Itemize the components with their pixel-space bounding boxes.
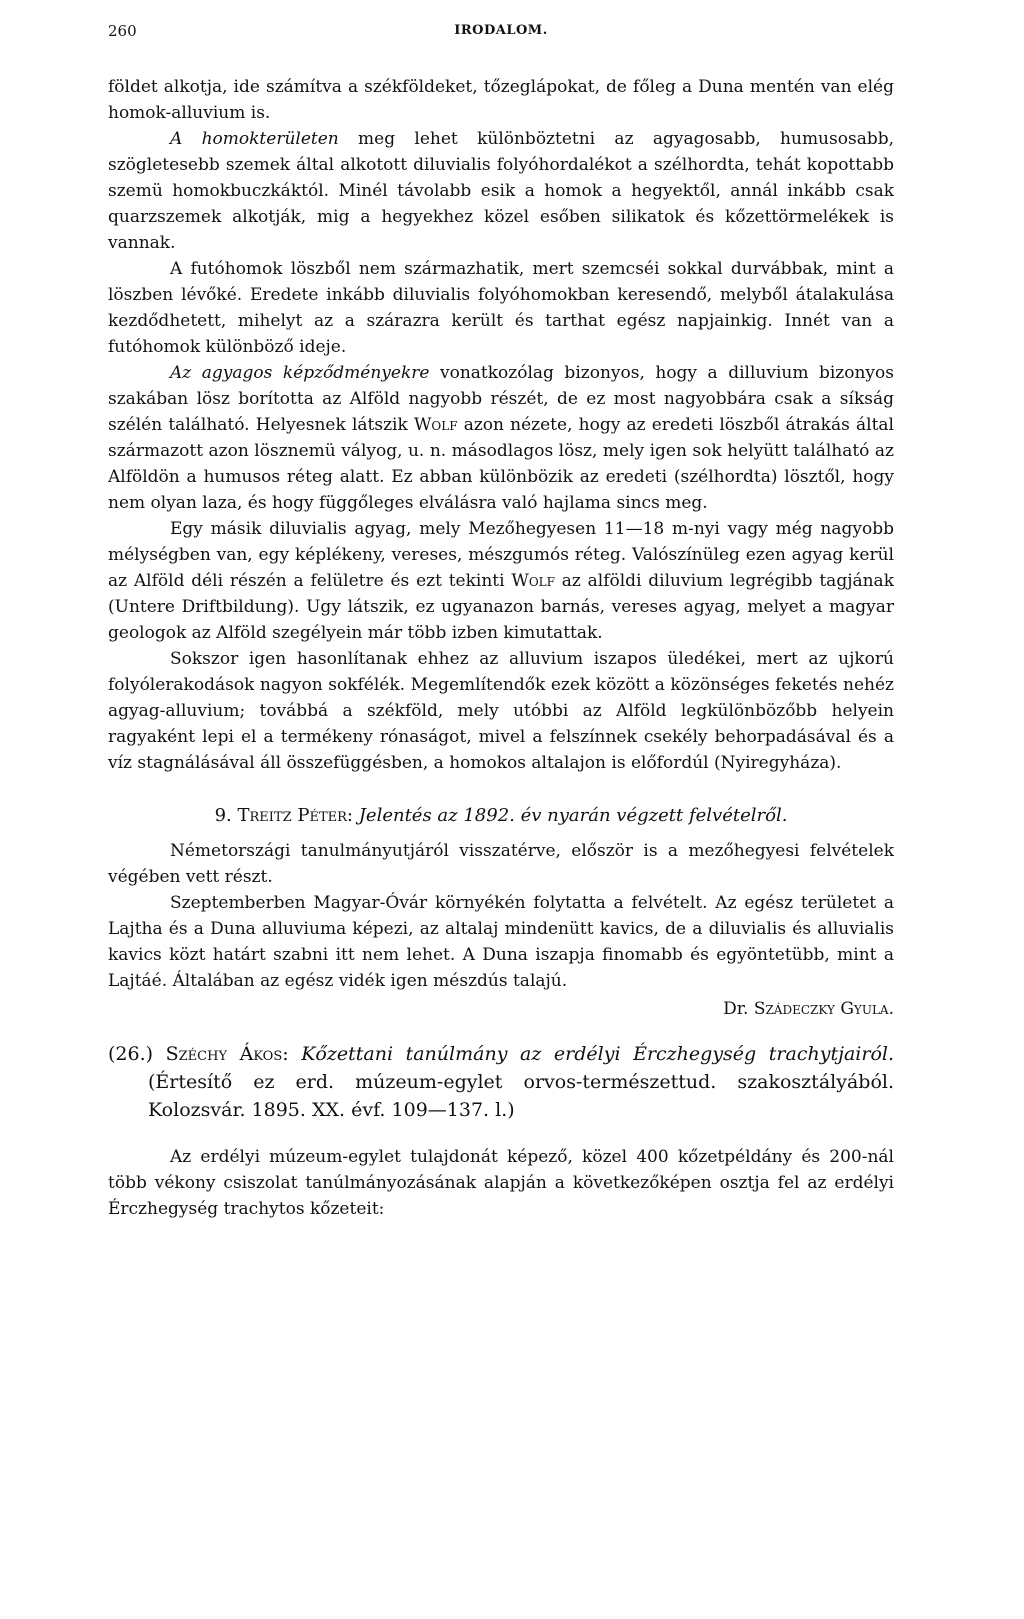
signature-prefix: Dr. [723, 999, 749, 1019]
bibliography-entry [108, 1040, 894, 1124]
italic-term: Az agyagos képződményekre [170, 363, 430, 383]
signature [108, 996, 894, 1022]
text-run: Az erdélyi múzeum-egylet tulajdonát képező, közel 400 kőzetpéldány és 200-nál több vékony csiszolat tanúlmányozásának alapján a következőképen osztja fel az erdélyi Érczhegység trachytos kőzeteit: [108, 1147, 894, 1219]
section-title: Jelentés az 1892. év nyarán végzett felvételről. [358, 805, 788, 826]
paragraph [108, 126, 894, 256]
paragraph [108, 256, 894, 360]
author-name: Wolf [511, 571, 555, 591]
italic-term: A homokterületen [170, 129, 339, 149]
paragraph [108, 890, 894, 994]
entry-author: Széchy Ákos: [165, 1043, 289, 1065]
text-run: meg lehet különböztetni az agyagosabb, humusosabb, szögletesebb szemek által alkotott diluvialis folyóhordalékot a szélhordta, tehát kopottabb szemü homokbuczkáktól. Minél távolabb esik a homok a hegyektől, annál inkább csak quarzszemek alkotják, mig a hegyekhez közel esőben silikatok és kőzettörmelékek is vannak. [108, 129, 894, 253]
paragraph [108, 646, 894, 776]
text-run: A futóhomok löszből nem származhatik, mert szemcséi sokkal durvábbak, mint a löszben lévőké. Eredete inkább diluvialis folyóhomokban keresendő, melyből átalakulása kezdődhetett, mihelyt az a szárazra került és tarthat egész napjainkig. Innét van a futóhomok különböző ideje. [108, 259, 894, 357]
paragraph [108, 1144, 894, 1222]
paragraph [108, 74, 894, 126]
entry-source: (Értesítő ez erd. múzeum-egylet orvos-természettud. szakosztályából. Kolozsvár. 1895. XX. évf. 109—137. l.) [148, 1071, 894, 1121]
body-text [108, 74, 894, 1222]
page-number: 260 [108, 22, 137, 40]
entry-title: Kőzettani tanúlmány az erdélyi Érczhegység trachytjairól. [301, 1043, 894, 1065]
text-run: Szeptemberben Magyar-Óvár környékén folytatta a felvételt. Az egész területet a Lajtha és a Duna alluviuma képezi, az altalaj mindenütt kavics, de a diluvialis és alluvialis kavics közt határt szabni itt nem lehet. A Duna iszapja finomabb és egyöntetübb, mint a Lajtáé. Általában az egész vidék igen mészdús talajú. [108, 893, 894, 991]
text-run: vonatkozólag bizonyos, hogy a dilluvium bizonyos szakában lösz borította az Alföld nagyobb részét, de ez most nagyobbára csak a síkság szélén található. Helyesnek látszik [108, 363, 894, 435]
section-heading [108, 802, 894, 830]
text-run: azon nézete, hogy az eredeti löszből átrakás által származott azon lösznemü vályog, u. n. másodlagos lösz, mely igen sok helyütt található az Alföldön a humusos réteg alatt. Ez abban különbözik az eredeti (szélhordta) lösztől, hogy nem olyan laza, és hogy függőleges elválásra való hajlama sincs meg. [108, 415, 894, 513]
document-page [108, 22, 894, 1597]
section-author: Treitz Péter: [237, 805, 353, 826]
paragraph [108, 838, 894, 890]
paragraph [108, 516, 894, 646]
section-number: 9. [214, 805, 232, 826]
text-run: földet alkotja, ide számítva a székföldeket, tőzeglápokat, de főleg a Duna mentén van elég homok-alluvium is. [108, 77, 894, 123]
entry-number: (26.) [108, 1043, 154, 1065]
text-run: Németországi tanulmányutjáról visszatérve, először is a mezőhegyesi felvételek végében vett részt. [108, 841, 894, 887]
signature-name: Szádeczky Gyula. [753, 999, 894, 1019]
author-name: Wolf [413, 415, 458, 435]
running-title: IRODALOM. [454, 23, 548, 38]
paragraph [108, 360, 894, 516]
text-run: az alföldi diluvium legrégibb tagjának (Untere Driftbildung). Ugy látszik, ez ugyanazon barnás, vereses agyag, melyet a magyar geologok az Alföld szegélyein már több izben kimutattak. [108, 571, 894, 643]
running-head [108, 22, 894, 52]
text-run: Egy másik diluvialis agyag, mely Mezőhegyesen 11—18 m-nyi vagy még nagyobb mélységben van, egy képlékeny, vereses, mészgumós réteg. Valószínüleg ezen agyag kerül az Alföld déli részén a felületre és ezt tekinti [108, 519, 894, 591]
text-run: Sokszor igen hasonlítanak ehhez az alluvium iszapos üledékei, mert az ujkorú folyólerakodások nagyon sokfélék. Megemlítendők ezek között a közönséges feketés nehéz agyag-alluvium; továbbá a székföld, mely utóbbi az Alföld legkülönbözőbb helyein ragyaként lepi el a termékeny rónaságot, mivel a felszínnek csekély behorpadásával és a víz stagnálásával áll összefüggésben, a homokos altalajon is előfordúl (Nyiregyháza). [108, 649, 894, 773]
